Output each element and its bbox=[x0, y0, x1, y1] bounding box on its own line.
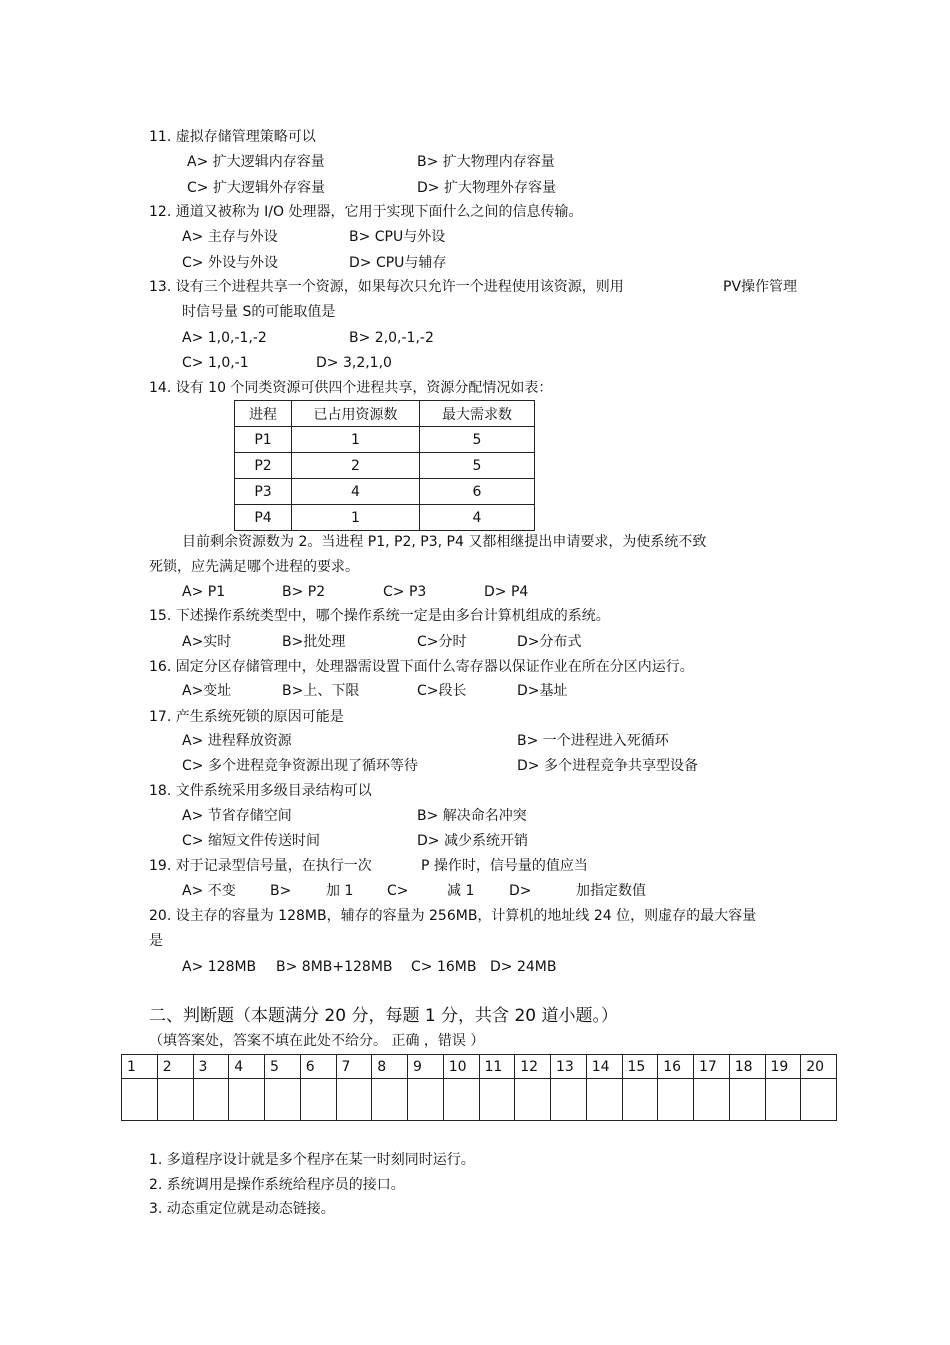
q20-option-c: C> 16MB bbox=[411, 959, 477, 975]
q12-option-c: C> 外设与外设 bbox=[182, 255, 278, 271]
cell-max-need: 5 bbox=[420, 453, 535, 479]
answer-input-cell[interactable] bbox=[765, 1079, 801, 1121]
q18-stem: 18. 文件系统采用多级目录结构可以 bbox=[149, 783, 372, 799]
q13-option-b: B> 2,0,-1,-2 bbox=[349, 330, 434, 346]
cell-process: P3 bbox=[235, 479, 292, 505]
q13-option-d: D> 3,2,1,0 bbox=[316, 355, 392, 371]
cell-process: P1 bbox=[235, 427, 292, 453]
q19-option-c-label: C> bbox=[387, 883, 409, 899]
answer-input-cell[interactable] bbox=[229, 1079, 265, 1121]
q17-stem: 17. 产生系统死锁的原因可能是 bbox=[149, 709, 344, 725]
q14-body-line2: 死锁，应先满足哪个进程的要求。 bbox=[149, 559, 359, 575]
cell-allocated: 1 bbox=[292, 427, 420, 453]
resource-table bbox=[234, 400, 535, 531]
q15-stem: 15. 下述操作系统类型中，哪个操作系统一定是由多台计算机组成的系统。 bbox=[149, 608, 610, 624]
q13-stem: 13. 设有三个进程共享一个资源，如果每次只允许一个进程使用该资源，则用 bbox=[149, 279, 624, 295]
q19-option-d-text: 加指定数值 bbox=[576, 883, 646, 899]
q13-option-a: A> 1,0,-1,-2 bbox=[182, 330, 267, 346]
answer-grid bbox=[121, 1054, 837, 1121]
q13-option-c: C> 1,0,-1 bbox=[182, 355, 249, 371]
answer-number-cell: 12 bbox=[515, 1055, 551, 1079]
q18-option-d: D> 减少系统开销 bbox=[417, 833, 528, 849]
q17-option-a: A> 进程释放资源 bbox=[182, 733, 292, 749]
table-row bbox=[235, 453, 535, 479]
cell-max-need: 6 bbox=[420, 479, 535, 505]
q16-stem: 16. 固定分区存储管理中，处理器需设置下面什么寄存器以保证作业在所在分区内运行。 bbox=[149, 659, 694, 675]
table-row bbox=[235, 427, 535, 453]
q18-option-a: A> 节省存储空间 bbox=[182, 808, 292, 824]
q17-option-b: B> 一个进程进入死循环 bbox=[517, 733, 669, 749]
table-row bbox=[235, 479, 535, 505]
answer-input-cell[interactable] bbox=[336, 1079, 372, 1121]
q16-option-a: A>变址 bbox=[182, 683, 232, 699]
answer-input-cell[interactable] bbox=[265, 1079, 301, 1121]
answer-number-cell: 1 bbox=[122, 1055, 158, 1079]
q14-option-b: B> P2 bbox=[282, 584, 326, 600]
answer-number-cell: 3 bbox=[193, 1055, 229, 1079]
answer-number-cell: 14 bbox=[586, 1055, 622, 1079]
section2-note: （填答案处，答案不填在此处不给分。 正确 ，错误 ） bbox=[149, 1033, 485, 1049]
answer-number-cell: 20 bbox=[801, 1055, 837, 1079]
q19-stem-p: P 操作时，信号量的值应当 bbox=[421, 858, 588, 874]
q12-option-a: A> 主存与外设 bbox=[182, 229, 278, 245]
q20-stem-line2: 是 bbox=[149, 933, 163, 949]
q11-option-d: D> 扩大物理外存容量 bbox=[417, 180, 556, 196]
q20-option-b: B> 8MB+128MB bbox=[276, 959, 393, 975]
resource-table-header bbox=[235, 401, 535, 427]
answer-input-cell[interactable] bbox=[515, 1079, 551, 1121]
answer-number-cell: 5 bbox=[265, 1055, 301, 1079]
answer-number-cell: 4 bbox=[229, 1055, 265, 1079]
q17-option-d: D> 多个进程竞争共享型设备 bbox=[517, 758, 698, 774]
q13-stem-pv: PV操作管理 bbox=[723, 279, 798, 295]
answer-grid-blanks bbox=[122, 1079, 837, 1121]
answer-input-cell[interactable] bbox=[551, 1079, 587, 1121]
q18-option-c: C> 缩短文件传送时间 bbox=[182, 833, 320, 849]
answer-input-cell[interactable] bbox=[801, 1079, 837, 1121]
tf-statement-3: 3. 动态重定位就是动态链接。 bbox=[149, 1201, 335, 1217]
tf-statement-2: 2. 系统调用是操作系统给程序员的接口。 bbox=[149, 1177, 405, 1193]
q14-option-c: C> P3 bbox=[383, 584, 427, 600]
q15-option-a: A>实时 bbox=[182, 634, 232, 650]
q20-option-d: D> 24MB bbox=[490, 959, 557, 975]
q11-stem: 11. 虚拟存储管理策略可以 bbox=[149, 129, 316, 145]
q20-option-a: A> 128MB bbox=[182, 959, 257, 975]
answer-input-cell[interactable] bbox=[408, 1079, 444, 1121]
q12-option-b: B> CPU与外设 bbox=[349, 229, 446, 245]
q19-option-c-text: 减 1 bbox=[447, 883, 475, 899]
q17-option-c: C> 多个进程竞争资源出现了循环等待 bbox=[182, 758, 418, 774]
q14-stem: 14. 设有 10 个同类资源可供四个进程共享，资源分配情况如表： bbox=[149, 380, 553, 396]
q15-option-b: B>批处理 bbox=[282, 634, 346, 650]
q16-option-c: C>段长 bbox=[417, 683, 467, 699]
answer-input-cell[interactable] bbox=[372, 1079, 408, 1121]
cell-max-need: 4 bbox=[420, 505, 535, 531]
q13-stem-line2: 时信号量 S的可能取值是 bbox=[182, 304, 336, 320]
cell-process: P4 bbox=[235, 505, 292, 531]
cell-process: P2 bbox=[235, 453, 292, 479]
q19-option-a: A> 不变 bbox=[182, 883, 236, 899]
answer-number-cell: 17 bbox=[694, 1055, 730, 1079]
q15-option-c: C>分时 bbox=[417, 634, 467, 650]
answer-input-cell[interactable] bbox=[622, 1079, 658, 1121]
q19-option-b-label: B> bbox=[270, 883, 292, 899]
answer-number-cell: 6 bbox=[300, 1055, 336, 1079]
answer-number-cell: 2 bbox=[157, 1055, 193, 1079]
answer-input-cell[interactable] bbox=[443, 1079, 479, 1121]
answer-number-cell: 9 bbox=[408, 1055, 444, 1079]
q14-option-a: A> P1 bbox=[182, 584, 226, 600]
section2-title: 二、判断题（本题满分 20 分，每题 1 分，共含 20 道小题。） bbox=[149, 1006, 619, 1026]
answer-input-cell[interactable] bbox=[586, 1079, 622, 1121]
answer-number-cell: 7 bbox=[336, 1055, 372, 1079]
answer-number-cell: 15 bbox=[622, 1055, 658, 1079]
answer-input-cell[interactable] bbox=[193, 1079, 229, 1121]
q14-option-d: D> P4 bbox=[484, 584, 529, 600]
cell-allocated: 1 bbox=[292, 505, 420, 531]
cell-max-need: 5 bbox=[420, 427, 535, 453]
q16-option-d: D>基址 bbox=[517, 683, 568, 699]
answer-grid-numbers bbox=[122, 1055, 837, 1079]
header-process: 进程 bbox=[235, 401, 292, 427]
q14-body-line1: 目前剩余资源数为 2。当进程 P1, P2, P3, P4 又都相继提出申请要求，为使系统不致 bbox=[182, 534, 707, 550]
answer-input-cell[interactable] bbox=[729, 1079, 765, 1121]
q11-option-b: B> 扩大物理内存容量 bbox=[417, 154, 555, 170]
answer-input-cell[interactable] bbox=[479, 1079, 515, 1121]
q18-option-b: B> 解决命名冲突 bbox=[417, 808, 527, 824]
q19-option-b-text: 加 1 bbox=[326, 883, 354, 899]
answer-input-cell[interactable] bbox=[658, 1079, 694, 1121]
header-max-need: 最大需求数 bbox=[420, 401, 535, 427]
table-row bbox=[235, 505, 535, 531]
answer-number-cell: 19 bbox=[765, 1055, 801, 1079]
cell-allocated: 4 bbox=[292, 479, 420, 505]
q15-option-d: D>分布式 bbox=[517, 634, 582, 650]
answer-number-cell: 16 bbox=[658, 1055, 694, 1079]
q12-option-d: D> CPU与辅存 bbox=[349, 255, 447, 271]
answer-number-cell: 10 bbox=[443, 1055, 479, 1079]
q19-stem: 19. 对于记录型信号量，在执行一次 bbox=[149, 858, 372, 874]
q11-option-c: C> 扩大逻辑外存容量 bbox=[187, 180, 325, 196]
answer-input-cell[interactable] bbox=[157, 1079, 193, 1121]
q16-option-b: B>上、下限 bbox=[282, 683, 360, 699]
header-allocated: 已占用资源数 bbox=[292, 401, 420, 427]
q11-option-a: A> 扩大逻辑内存容量 bbox=[187, 154, 325, 170]
q20-stem: 20. 设主存的容量为 128MB，辅存的容量为 256MB，计算机的地址线 24 位，则虚存的最大容量 bbox=[149, 908, 757, 924]
answer-number-cell: 18 bbox=[729, 1055, 765, 1079]
answer-number-cell: 11 bbox=[479, 1055, 515, 1079]
cell-allocated: 2 bbox=[292, 453, 420, 479]
answer-number-cell: 13 bbox=[551, 1055, 587, 1079]
tf-statement-1: 1. 多道程序设计就是多个程序在某一时刻同时运行。 bbox=[149, 1152, 475, 1168]
q19-option-d-label: D> bbox=[509, 883, 532, 899]
answer-input-cell[interactable] bbox=[122, 1079, 158, 1121]
answer-input-cell[interactable] bbox=[300, 1079, 336, 1121]
answer-input-cell[interactable] bbox=[694, 1079, 730, 1121]
q12-stem: 12. 通道又被称为 I/O 处理器，它用于实现下面什么之间的信息传输。 bbox=[149, 204, 583, 220]
answer-number-cell: 8 bbox=[372, 1055, 408, 1079]
